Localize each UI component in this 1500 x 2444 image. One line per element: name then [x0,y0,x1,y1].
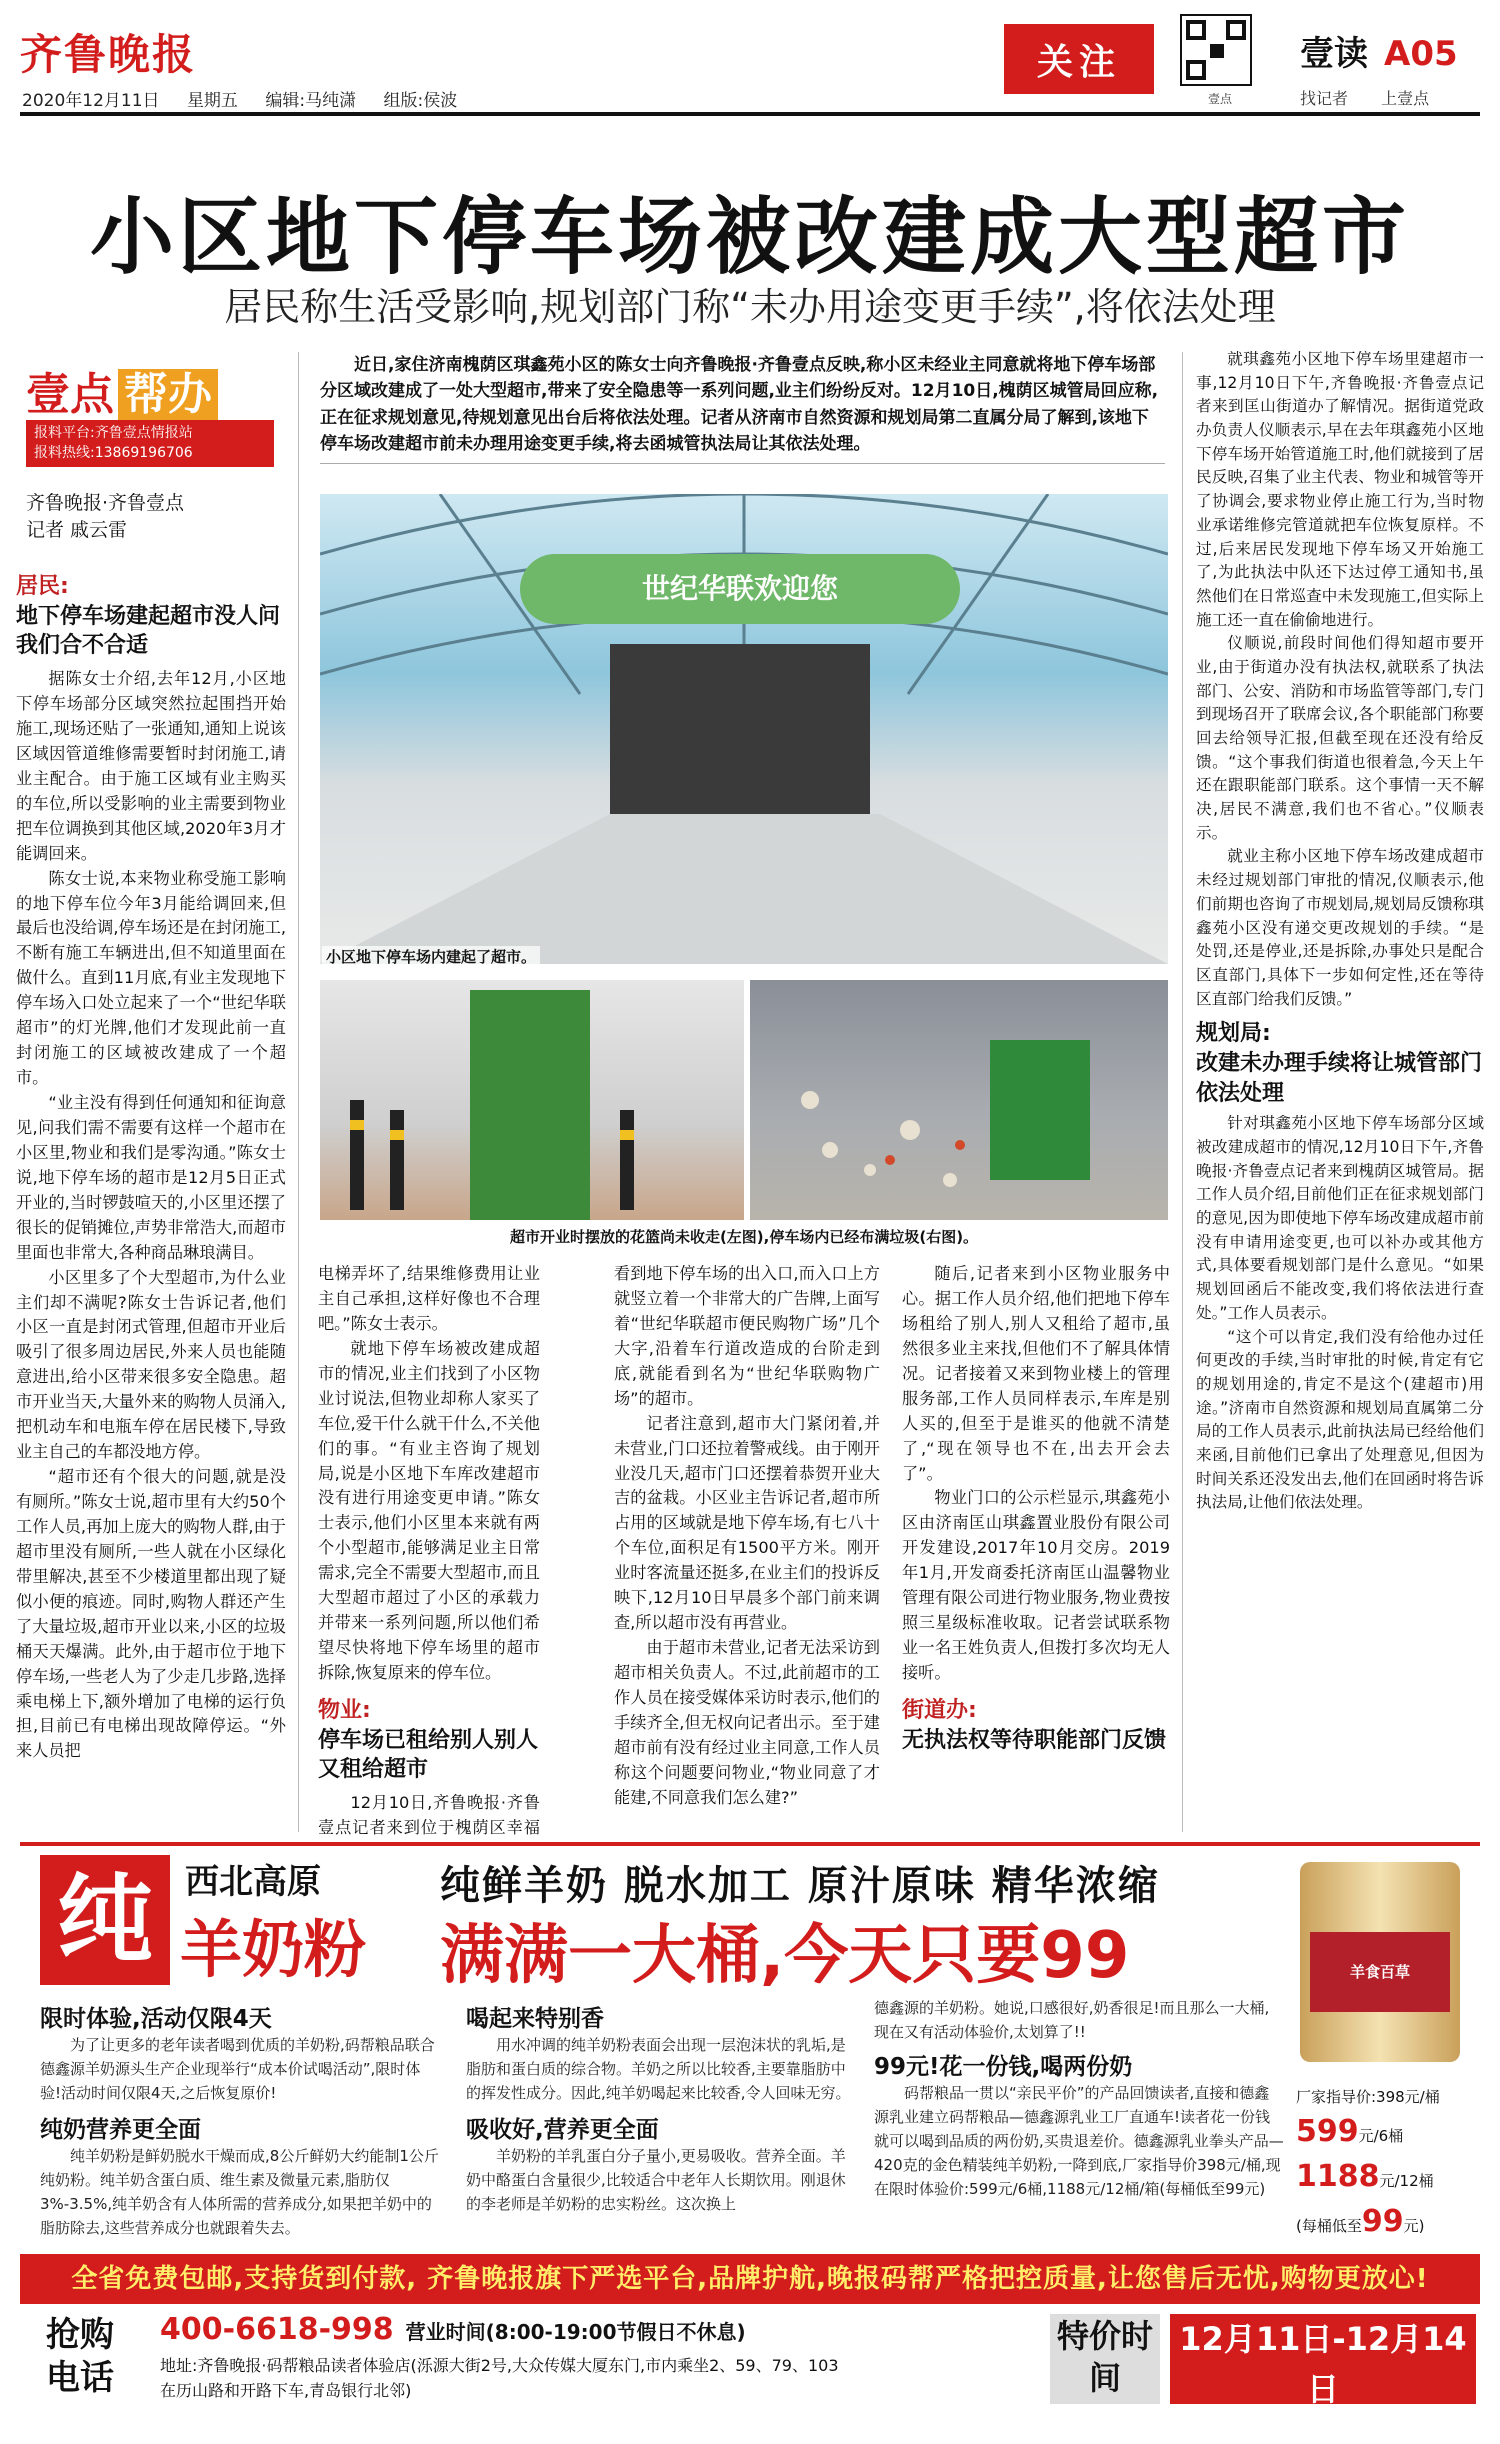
paragraph: “业主没有得到任何通知和征询意见,问我们需不需要有这样一个超市在小区里,物业和我们是零沟通。”陈女士说,地下停车场的超市是12月5日正式开业的,当时锣鼓喧天的,小区里还摆了很长的促销摊位,声势非常浩大,而超市里面也非常大,各种商品琳琅满目。 [16,1093,286,1262]
price-12: 1188 [1296,2158,1380,2194]
desk-item: 上壹点 [1381,89,1430,108]
paragraph: 针对琪鑫苑小区地下停车场部分区域被改建成超市的情况,12月10日下午,齐鲁晚报·齐鲁壹点记者来到槐荫区城管局。据工作人员介绍,目前他们正在征求规划部门的意见,因为即使地下停车场改建成超市前没有申请用途变更,也可以补办或其他方式,具体要看规划部门是什么意见。“如果规划回函后不能改变,我们将依法进行查处。”工作人员表示。 [1196,1114,1484,1322]
hotline-box [26,420,274,467]
ad-block-title: 99元!花一份钱,喝两份奶 [874,2054,1133,2080]
qr-caption: 壹点 [1207,92,1232,106]
section-kicker: 规划局: [1196,1021,1271,1047]
sale-date-note: 全省包邮,支持货到付款 [1219,2417,1427,2441]
section-head [16,572,286,661]
paragraph: 由于超市未营业,记者无法采访到超市相关负责人。不过,此前超市的工作人员在接受媒体采访时表示,他们的手续齐全,但无权向记者出示。至于建超市前有没有经过业主同意,工作人员称这个问题要问物业,“物业同意了才能建,不同意我们怎么建?” [614,1638,880,1807]
can-label: 羊食百草 [1310,1932,1450,2012]
qr-code-icon [1180,14,1252,86]
product-can-image [1300,1862,1460,2062]
brand-name: 壹点 [26,369,114,420]
paragraph: 随后,记者来到小区物业服务中心。据工作人员介绍,他们把地下停车场租给了别人,别人又租给了超市,虽然很多业主来找,但他们不了解具体情况。记者接着又来到物业楼上的管理服务部,工作人员同样表示,车库是别人买的,但至于是谁买的他就不清楚了,“现在领导也不在,出去开会去了”。 [902,1264,1170,1483]
subheadline: 居民称生活受影响,规划部门称“未办用途变更手续”,将依法处理 [224,285,1276,329]
issue-weekday: 星期五 [186,91,238,111]
ad-col-3 [874,1996,1284,2201]
section-title: 改建未办理手续将让城管部门依法处理 [1196,1050,1483,1106]
byline-outlet: 齐鲁晚报·齐鲁壹点 [26,492,185,514]
hotline-platform: 报料平台:齐鲁壹点情报站 [34,425,193,441]
page-desk [1300,86,1457,109]
price-12-unit: 元/12桶 [1379,2171,1434,2190]
paragraph: 电梯弄坏了,结果维修费用让业主自己承担,这样好像也不合理吧。”陈女士表示。 [318,1264,540,1333]
section-title: 地下停车场建起超市没人问我们合不合适 [16,603,281,659]
bollard-icon [320,980,744,1220]
ad-char-badge: 纯 [40,1855,170,1985]
ad-block-title: 纯奶营养更全面 [40,2117,201,2143]
photo-flower-baskets [320,980,744,1220]
price-block [1296,2086,1472,2244]
ad-block-text: 德鑫源的羊奶粉。她说,口感很好,奶香很足!而且那么一大桶,现在又有活动体验价,太划算了!! [874,1999,1270,2041]
price-6: 599 [1296,2113,1359,2149]
ad-block-title: 喝起来特别香 [466,2006,604,2032]
byline-reporter: 记者 戚云雷 [26,518,128,541]
section-title: 无执法权等待职能部门反馈 [902,1727,1167,1753]
column-1 [16,572,286,1764]
ad-slogan: 纯鲜羊奶 脱水加工 原汁原味 精华浓缩 [440,1863,1160,1909]
section-tag: 关注 [1004,24,1154,94]
paragraph: 就琪鑫苑小区地下停车场里建超市一事,12月10日下午,齐鲁晚报·齐鲁壹点记者来到匡山街道办了解情况。据街道党政办负责人仪顺表示,早在去年琪鑫苑小区地下停车场开始管道施工时,他们就接到了居民反映,召集了业主代表、物业和城管等开了协调会,要求物业停止施工行为,当时物业承诺维修完管道就把车位恢复原样。不过,后来居民发现地下停车场又开始施工了,为此执法中队还下达过停工通知书,虽然他们在日常巡查中未发现施工,但实际上施工还一直在偷偷地进行。 [1196,350,1484,629]
price-guide: 厂家指导价:398元/桶 [1296,2088,1440,2106]
tunnel-entrance [610,644,870,814]
paragraph: “这个可以肯定,我们没有给他办过任何更改的手续,当时审批的时候,肯定有它的规划用途的,肯定不是这个(建超市)用途。”济南市自然资源和规划局直属第二分局的工作人员表示,此前执法局已经给他们来函,目前他们已拿出了处理意见,但因为时间关系还没发出去,他们在回函时将告诉执法局,让他们依法处理。 [1196,1327,1484,1512]
ad-col-1 [40,2000,440,2240]
paragraph: 物业门口的公示栏显示,琪鑫苑小区由济南匡山琪鑫置业股份有限公司开发建设,2017年10月交房。2019年1月,开发商委托济南匡山温馨物业管理有限公司进行物业服务,物业费按照三星级标准收取。记者尝试联系物业一名王姓负责人,但拨打多次均无人接听。 [902,1488,1170,1682]
photo-garbage [750,980,1168,1220]
article-lead: 近日,家住济南槐荫区琪鑫苑小区的陈女士向齐鲁晚报·齐鲁壹点反映,称小区未经业主同意就将地下停车场部分区域改建成了一处大型超市,带来了安全隐患等一系列问题,业主们纷纷反对。12月10日,槐荫区城管局回应称,正在征求规划意见,待规划意见出台后将依法处理。记者从济南市自然资源和规划局第二直属分局了解到,该地下停车场改建超市前未办理用途变更手续,将去函城管执法局让其依法处理。 [320,352,1165,464]
section-title: 停车场已租给别人别人又租给超市 [318,1727,539,1783]
column-5 [1196,348,1484,1515]
byline [26,490,184,543]
article-body [16,667,286,1764]
sale-dates [1170,2314,1476,2441]
paragraph: 看到地下停车场的出入口,而入口上方就竖立着一个非常大的广告牌,上面写着“世纪华联超市便民购物广场”几个大字,沿着车行道改造成的台阶走到底,就能看到名为“世纪华联购物广场”的超市。 [614,1264,880,1408]
hotline-phone: 报料热线:13869196706 [34,444,193,461]
article-body [1196,348,1484,1011]
phone-number: 400-6618-998 [160,2312,394,2347]
column-4 [902,1262,1170,1755]
ad-block-text: 纯羊奶粉是鲜奶脱水干燥而成,8公斤鲜奶大约能制1公斤纯奶粉。纯羊奶含蛋白质、维生素及微量元素,脂肪仅3%-3.5%,纯羊奶含有人体所需的营养成分,如果把羊奶中的脂肪除去,这些营养成分也就跟着失去。 [40,2147,439,2237]
article-body [614,1262,880,1811]
paragraph: 记者注意到,超市大门紧闭着,并未营业,门口还拉着警戒线。由于刚开业没几天,超市门口还摆着恭贺开业大吉的盆栽。小区业主告诉记者,超市所占用的区域就是地下停车场,有七八十个车位,面积足有1500平方米。刚开业时客流量还挺多,在业主们的投诉反映下,12月10日早晨多个部门前来调查,所以超市没有再营业。 [614,1413,880,1633]
address-line: 地址:齐鲁晚报·码帮粮品读者体验店(泺源大街2号,大众传媒大厦东门,市内乘坐2、59、79、103 [160,2356,839,2375]
paragraph: “超市还有个很大的问题,就是没有厕所。”陈女士说,超市里有大约50个工作人员,再加上庞大的购物人群,由于超市里没有厕所,一些人就在小区绿化带里解决,甚至不少楼道里都出现了疑似小便的痕迹。同时,购物人群还产生了大量垃圾,超市开业以来,小区的垃圾桶天天爆满。此外,由于超市位于地下停车场,一些老人为了少走几步路,选择乘电梯上下,额外增加了电梯的运行负担,目前已有电梯出现故障停运。“外来人员把 [16,1467,286,1761]
ad-col-2 [466,2000,856,2216]
issue-date: 2020年12月11日 [22,91,160,111]
ad-block-text: 码帮粮品一贯以“亲民平价”的产品回馈读者,直接和德鑫源乳业建立码帮粮品—德鑫源乳业工厂直通车!读者花一份钱就可以喝到品质的两份奶,买贵退差价。德鑫源乳业拳头产品—420克的金色精装纯羊奶粉,一降到底,厂家指导价398元/桶,现在限时体验价:599元/6桶,1188元/12桶/箱(每桶低至99元) [874,2084,1284,2198]
headline: 小区地下停车场被改建成大型超市 [89,188,1410,286]
ad-block-title: 吸收好,营养更全面 [466,2117,659,2143]
section-kicker: 物业: [318,1697,371,1723]
editor: 编辑:马纯潇 [265,91,357,111]
section-head [318,1696,540,1785]
paragraph: 就地下停车场被改建成超市的情况,业主们找到了小区物业讨说法,但物业却称人家买了车位,爱干什么就干什么,不关他们的事。“有业主咨询了规划局,说是小区地下车库改建超市没有进行用途变更申请。”陈女士表示,他们小区里本来就有两个小型超市,能够满足业主日常需求,完全不需要大型超市,而且大型超市超过了小区的承载力并带来一系列问题,所以他们希望尽快将地下停车场里的超市拆除,恢复原来的停车位。 [318,1338,540,1682]
paragraph: 小区里多了个大型超市,为什么业主们却不满呢?陈女士告诉记者,他们小区一直是封闭式管理,但超市开业后吸引了很多周边居民,外来人员也能随意进出,给小区带来很多安全隐患。超市开业当天,大量外来的购物人员涌入,把机动车和电瓶车停在居民楼下,导致业主自己的车都没地方停。 [16,1267,286,1462]
paragraph: 12月10日,齐鲁晚报·齐鲁壹点记者来到位于槐荫区幸福 [318,1793,540,1837]
brand-suffix: 帮办 [118,369,218,420]
section-kicker: 街道办: [902,1697,977,1723]
newspaper-logo: 齐鲁晚报 [20,30,197,79]
paragraph: 陈女士说,本来物业称受施工影响的地下停车位今年3月能给调回来,但最后也没给调,停车场还是在封闭施工,不断有施工车辆进出,但不知道里面在做什么。直到11月底,有业主发现地下停车场入口处立起来了一个“世纪华联超市”的灯光牌,他们才发现此前一直封闭施工的区域被改建成了一个超市。 [16,868,286,1088]
paragraph: 仪顺说,前段时间他们得知超市要开业,由于街道办没有执法权,就联系了执法部门、公安、消防和市场监管等部门,专门到现场召开了联席会议,各个职能部门称要回去给领导汇报,但截至现在还没有给反馈。“这个事我们街道也很着急,今天上午还在跟职能部门联系。这个事情一天不解决,居民不满意,我们也不省心。”仪顺表示。 [1196,634,1484,842]
photo-parking-supermarket [320,494,1168,964]
section-head [902,1696,1170,1755]
price-low-pre: (每桶低至 [1296,2216,1362,2235]
ad-offer: 满满一大桶,今天只要99 [440,1919,1130,1993]
ad-block-text: 用水冲调的纯羊奶粉表面会出现一层泡沫状的乳垢,是脂肪和蛋白质的综合物。羊奶之所以比较香,主要靠脂肪中的挥发性成分。因此,纯羊奶喝起来比较香,令人回味无穷。 [466,2036,851,2102]
column-rule [1182,352,1183,1832]
price-low: 99 [1361,2203,1404,2239]
page-number: A05 [1384,34,1458,74]
layout-editor: 组版:侯波 [383,91,458,111]
article-body [318,1262,540,1686]
column-3 [614,1262,880,1811]
ad-block-text: 羊奶粉的羊乳蛋白分子量小,更易吸收。营养全面。羊奶中酪蛋白含量很少,比较适合中老年人长期饮用。刚退休的李老师是羊奶粉的忠实粉丝。这次换上 [466,2147,846,2213]
order-phone-label: 抢购电话 [46,2315,114,2398]
top-rule [20,112,1480,116]
page-name: 壹读 [1300,34,1368,74]
ad-block-title: 限时体验,活动仅限4天 [40,2006,272,2032]
paragraph: 就业主称小区地下停车场改建成超市未经过规划部门审批的情况,仪顺表示,他们前期也咨询了市规划局,规划局反馈称琪鑫苑小区没有递交更改规划的手续。“是处罚,还是停业,还是拆除,办事处只是配合区直部门,具体下一步如何定性,还在等待区直部门给我们反馈。” [1196,847,1484,1008]
desk-item: 找记者 [1300,89,1349,108]
column-rule [298,352,299,1832]
column-brand [26,358,218,422]
photo-pair-caption: 超市开业时摆放的花篮尚未收走(左图),停车场内已经布满垃圾(右图)。 [509,1228,979,1246]
business-hours: 营业时间(8:00-19:00节假日不休息) [405,2320,746,2344]
section-kicker: 居民: [16,574,69,599]
paragraph: 据陈女士介绍,去年12月,小区地下停车场部分区域突然拉起围挡开始施工,现场还贴了一张通知,通知上说该区域因管道维修需要暂时封闭施工,请业主配合。由于施工区域有业主购买的车位,所以受影响的业主需要到物业把车位调换到其他区域,2020年3月才能调回来。 [16,669,286,863]
price-low-post: 元) [1403,2216,1425,2235]
ad-strip: 全省免费包邮,支持货到付款, 齐鲁晚报旗下严选平台,品牌护航,晚报码帮严格把控质量,让您售后无忧,购物更放心! [20,2254,1480,2304]
ad-top-rule [20,1842,1480,1846]
ad-product: 羊奶粉 [180,1913,367,1986]
article-body [1196,1112,1484,1515]
main-photo-caption: 小区地下停车场内建起了超市。 [322,946,540,967]
store-banner: 世纪华联欢迎您 [520,554,960,624]
ad-region: 西北高原 [185,1862,321,1902]
ad-block-text: 为了让更多的老年读者喝到优质的羊奶粉,码帮粮品联合德鑫源羊奶源头生产企业现举行“成本价试喝活动”,限时体验!活动时间仅限4天,之后恢复原价! [40,2036,435,2102]
column-2 [318,1262,540,1891]
issue-meta [22,86,479,111]
address-line: 在历山路和开路下车,青岛银行北邻) [160,2380,412,2400]
litter-icon [750,980,1168,1220]
order-phone [160,2312,746,2347]
article-body [902,1262,1170,1686]
store-address [160,2354,1040,2404]
price-6-unit: 元/6桶 [1358,2126,1404,2145]
sale-date-range: 12月11日-12月14日 [1179,2320,1467,2408]
sale-time-label: 特价时间 [1050,2314,1160,2404]
page-header [1300,26,1458,75]
section-head [1196,1019,1484,1108]
